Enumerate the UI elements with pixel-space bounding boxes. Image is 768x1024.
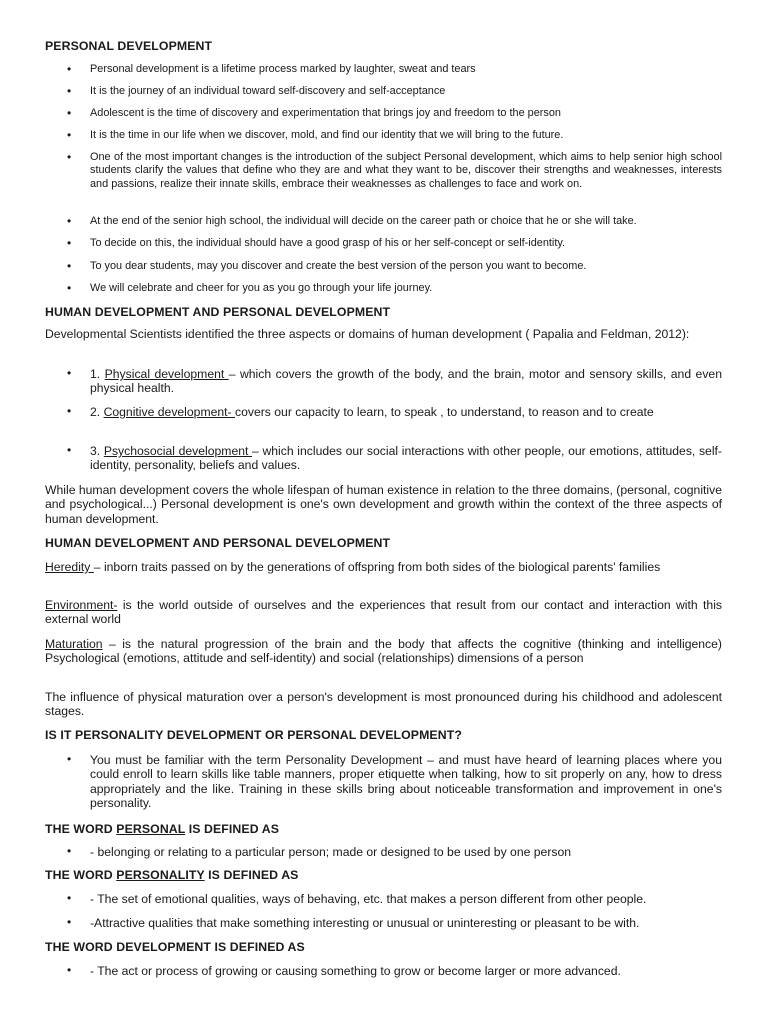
- term-physical-development: Physical development: [104, 367, 229, 381]
- bullet-marker: •: [67, 84, 72, 98]
- influence-paragraph: The influence of physical maturation over a person's development is most pronounced during his childhood and adolescent stages.: [45, 690, 722, 719]
- bullet-marker: •: [67, 236, 72, 250]
- item-number: 2.: [90, 405, 104, 419]
- term-definition: – is the natural progression of the brain and the body that affects the cognitive (thinking and intelligence) Psychological (emotions, attitude and self-identity) and social (relationships) dimensions of a person: [45, 637, 722, 666]
- bullet-marker: •: [67, 259, 72, 273]
- bullet-marker: •: [67, 404, 72, 418]
- title-text: IS DEFINED AS: [204, 868, 299, 882]
- list-item: To you dear students, may you discover and create the best version of the person you want to become.: [90, 260, 587, 272]
- list-item: It is the journey of an individual toward self-discovery and self-acceptance: [90, 85, 446, 97]
- list-item: One of the most important changes is the introduction of the subject Personal development, which aims to help senior high school students clarify the values that define who they are and what they want to be, discover their strengths and weaknesses, interests and passions, realize their innate skills, embrace their weaknesses as challenges to face and work on.: [90, 151, 722, 190]
- list-item: - belonging or relating to a particular person; made or designed to be used by one person: [90, 845, 572, 859]
- bullet-marker: •: [67, 128, 72, 142]
- domain-item-cognitive: [90, 405, 722, 419]
- term-definition: is the world outside of ourselves and the experiences that result from our contact and interaction with this external world: [45, 598, 722, 627]
- list-item: - The set of emotional qualities, ways of behaving, etc. that makes a person different from other people.: [90, 892, 647, 906]
- list-item: We will celebrate and cheer for you as you go through your life journey.: [90, 282, 433, 294]
- bullet-marker: •: [67, 150, 72, 164]
- term-environment: Environment-: [45, 598, 118, 612]
- section-title-human-development-2: HUMAN DEVELOPMENT AND PERSONAL DEVELOPMENT: [45, 536, 391, 550]
- section-title-development-defined: THE WORD DEVELOPMENT IS DEFINED AS: [45, 940, 305, 954]
- term-definition: – which covers the growth of the body, and the brain, motor and sensory skills, and even physical health.: [90, 367, 722, 396]
- domain-item-psychosocial: [90, 444, 722, 473]
- heredity-paragraph: [45, 560, 722, 574]
- list-item: It is the time in our life when we discover, mold, and find our identity that we will bring to the future.: [90, 129, 564, 141]
- bullet-marker: •: [67, 106, 72, 120]
- list-item: Personal development is a lifetime process marked by laughter, sweat and tears: [90, 63, 476, 75]
- term-personal: PERSONAL: [116, 822, 186, 836]
- bullet-marker: •: [67, 366, 72, 380]
- item-number: 3.: [90, 444, 104, 458]
- term-cognitive-development: Cognitive development-: [103, 405, 235, 419]
- bullet-marker: •: [67, 752, 72, 766]
- intro-paragraph: Developmental Scientists identified the three aspects or domains of human development ( Papalia and Feldman, 2012):: [45, 327, 690, 341]
- section-title-personality-question: IS IT PERSONALITY DEVELOPMENT OR PERSONAL DEVELOPMENT?: [45, 728, 462, 742]
- bullet-marker: •: [67, 963, 72, 977]
- closing-paragraph: While human development covers the whole lifespan of human existence in relation to the three domains, (personal, cognitive and psychological...) Personal development is one's own development and growth within the context of the three aspects of human development.: [45, 483, 722, 526]
- bullet-marker: •: [67, 915, 72, 929]
- bullet-marker: •: [67, 844, 72, 858]
- maturation-paragraph: [45, 637, 722, 666]
- list-item: -Attractive qualities that make something interesting or unusual or uninteresting or pleasant to be with.: [90, 916, 640, 930]
- item-number: 1.: [90, 367, 105, 381]
- title-text: THE WORD: [45, 822, 117, 836]
- title-text: IS DEFINED AS: [185, 822, 280, 836]
- title-text: THE WORD: [45, 868, 117, 882]
- bullet-marker: •: [67, 443, 72, 457]
- term-definition: – inborn traits passed on by the generations of offspring from both sides of the biological parents' families: [93, 560, 661, 574]
- section-title-personal-defined: [45, 822, 279, 836]
- list-item: At the end of the senior high school, the individual will decide on the career path or choice that he or she will take.: [90, 215, 637, 227]
- term-heredity: Heredity: [45, 560, 94, 574]
- bullet-marker: •: [67, 214, 72, 228]
- term-maturation: Maturation: [45, 637, 103, 651]
- list-item: To decide on this, the individual should have a good grasp of his or her self-concept or self-identity.: [90, 237, 566, 249]
- bullet-marker: •: [67, 281, 72, 295]
- domain-item-physical: [90, 367, 722, 396]
- list-item: You must be familiar with the term Personality Development – and must have heard of learning places where you could enroll to learn skills like table manners, proper etiquette when talking, how to sit properly on any, how to dress appropriately and the like. Training in these skills bring about noticeable transformation and improvement in one's personality.: [90, 753, 722, 811]
- list-item: Adolescent is the time of discovery and experimentation that brings joy and freedom to the person: [90, 107, 561, 119]
- bullet-marker: •: [67, 891, 72, 905]
- section-title-personal-development: PERSONAL DEVELOPMENT: [45, 39, 213, 53]
- term-personality: PERSONALITY: [116, 868, 205, 882]
- section-title-human-development: HUMAN DEVELOPMENT AND PERSONAL DEVELOPMENT: [45, 305, 391, 319]
- section-title-personality-defined: [45, 868, 298, 882]
- environment-paragraph: [45, 598, 722, 627]
- bullet-marker: •: [67, 62, 72, 76]
- term-definition: – which includes our social interactions with other people, our emotions, attitudes, self-identity, personality, beliefs and values.: [90, 444, 722, 473]
- list-item: - The act or process of growing or causing something to grow or become larger or more advanced.: [90, 964, 621, 978]
- term-psychosocial-development: Psychosocial development: [103, 444, 253, 458]
- term-definition: covers our capacity to learn, to speak , to understand, to reason and to create: [235, 405, 654, 419]
